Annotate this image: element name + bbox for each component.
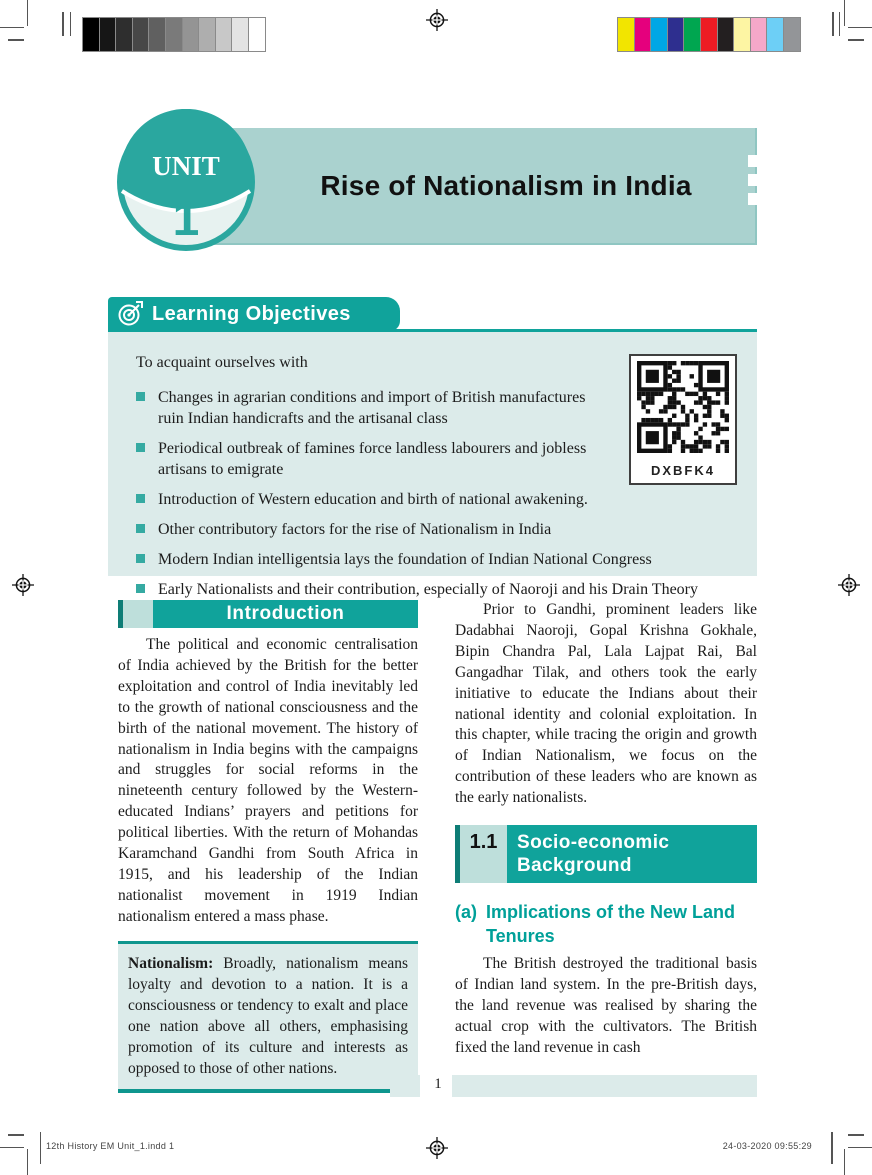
trim-tick	[831, 1132, 833, 1164]
objective-item	[134, 519, 739, 540]
objective-text: Changes in agrarian conditions and import of British manufactures ruin Indian handicrafts and the artisanal class	[158, 389, 586, 427]
objective-text: Early Nationalists and their contribution, especially of Naoroji and his Drain Theory	[158, 581, 699, 598]
calibration-cell	[116, 18, 133, 51]
calibration-cell	[216, 18, 233, 51]
definition-term: Nationalism:	[128, 954, 214, 972]
objective-item	[134, 438, 739, 480]
crop-mark	[848, 1134, 864, 1136]
calibration-cell	[83, 18, 100, 51]
crop-mark	[8, 39, 24, 41]
section-number: 1.1	[460, 825, 507, 883]
qr-code-label: DXBFK4	[650, 463, 715, 478]
calibration-cell	[651, 18, 668, 51]
learning-objectives-box	[108, 332, 757, 598]
header-bar	[507, 825, 757, 883]
bullet-square-icon	[136, 524, 145, 533]
subsection-a-heading	[455, 900, 757, 948]
calibration-cell	[767, 18, 784, 51]
chapter-title: Rise of Nationalism in India	[320, 169, 692, 201]
crop-mark	[0, 27, 24, 28]
calibration-cell	[166, 18, 183, 51]
crop-mark	[848, 1147, 872, 1148]
subsection-title: Implications of the New Land Tenures	[486, 902, 736, 947]
calibration-cell	[249, 18, 265, 51]
footer-timestamp: 24-03-2020 09:55:29	[722, 1141, 812, 1151]
bullet-square-icon	[136, 554, 145, 563]
crop-mark	[844, 0, 845, 26]
trim-tick	[832, 12, 834, 36]
section-title: Socio-economic Background	[517, 832, 670, 877]
objectives-intro-text: To acquaint ourselves with	[136, 354, 308, 371]
registration-mark-icon	[426, 9, 448, 31]
color-calibration-bar	[617, 17, 801, 52]
objective-text: Other contributory factors for the rise of Nationalism in India	[158, 521, 552, 538]
land-tenures-paragraph: The British destroyed the traditional basis of Indian land system. In the pre-British days, the land revenue was realised by sharing the actual crop with the cultivators. The British fixed the land revenue in cash	[455, 955, 757, 1056]
calibration-cell	[684, 18, 701, 51]
unit-number-badge	[114, 109, 258, 255]
leaders-paragraph: Prior to Gandhi, prominent leaders like Dadabhai Naoroji, Gopal Krishna Gokhale, Bipin Chandra Pal, Lala Lajpat Rai, Bal Gangadhar Tilak, and others took the early initiative to educate the Indians about their national identity and colonial exploitation. In this chapter, while tracing the origin and growth of Indian Nationalism, we focus on the contribution of these leaders who are known as the early nationalists.	[455, 601, 757, 807]
section-1-1-header	[455, 825, 757, 883]
page-number-left-bar	[390, 1075, 420, 1097]
bullet-square-icon	[136, 392, 145, 401]
objective-text: Introduction of Western education and birth of national awakening.	[158, 491, 588, 508]
objective-item	[134, 549, 739, 570]
objective-text: Modern Indian intelligentsia lays the foundation of Indian National Congress	[158, 551, 652, 568]
calibration-cell	[718, 18, 735, 51]
calibration-cell	[232, 18, 249, 51]
calibration-cell	[133, 18, 150, 51]
calibration-cell	[199, 18, 216, 51]
calibration-cell	[183, 18, 200, 51]
bullet-square-icon	[136, 584, 145, 593]
crop-mark	[848, 39, 864, 41]
objective-item	[134, 579, 739, 600]
calibration-cell	[100, 18, 117, 51]
trim-tick	[839, 12, 840, 36]
calibration-cell	[149, 18, 166, 51]
objective-item	[134, 387, 739, 429]
trim-tick	[40, 1132, 41, 1164]
page-number-right-bar	[452, 1075, 757, 1097]
calibration-cell	[784, 18, 800, 51]
left-column	[118, 600, 418, 1093]
banner-decoration-squares	[748, 155, 762, 212]
right-column	[455, 600, 757, 1059]
bullet-square-icon	[136, 443, 145, 452]
trim-tick	[70, 12, 71, 36]
calibration-cell	[635, 18, 652, 51]
unit-number: 1	[172, 193, 200, 246]
trim-tick	[62, 12, 64, 36]
introduction-header	[118, 600, 418, 628]
subsection-label: (a)	[455, 902, 477, 923]
objective-item	[134, 489, 739, 510]
calibration-cell	[701, 18, 718, 51]
objective-text: Periodical outbreak of famines force landless labourers and jobless artisans to emigrate	[158, 440, 587, 478]
registration-mark-icon	[12, 574, 34, 596]
crop-mark	[848, 27, 872, 28]
registration-mark-icon	[838, 574, 860, 596]
target-icon	[117, 301, 143, 327]
introduction-title: Introduction	[226, 603, 345, 624]
definition-text: Broadly, nationalism means loyalty and devotion to a nation. It is a consciousness or tendency to exalt and place one nation above all others, emphasising promotion of its culture and interests as opposed to those of other nations.	[128, 954, 408, 1077]
crop-mark	[27, 0, 28, 26]
unit-title-banner	[193, 128, 757, 245]
header-pale-strip	[123, 600, 153, 628]
learning-objectives-header	[108, 297, 400, 331]
grayscale-calibration-bar	[82, 17, 266, 52]
calibration-cell	[751, 18, 768, 51]
introduction-paragraph: The political and economic centralisation of India achieved by the British for the better exploitation and control of India inevitably led to the growth of national consciousness and the birth of the national movement. The history of nationalism in India begins with the campaigns and struggles for social reforms in the nineteenth century followed by the Western-educated Indians’ prayers and petitions for political liberties. With the return of Mohandas Karamchand Gandhi from South Africa in 1915, and his leadership of the Indian nationalist movement in 1919 Indian nationalism entered a mass phase.	[118, 636, 418, 925]
unit-label: UNIT	[152, 151, 220, 181]
crop-mark	[844, 1149, 845, 1175]
crop-mark	[27, 1149, 28, 1175]
bullet-square-icon	[136, 494, 145, 503]
learning-objectives-title: Learning Objectives	[152, 302, 351, 325]
header-bar	[153, 600, 418, 628]
calibration-cell	[734, 18, 751, 51]
footer-filename: 12th History EM Unit_1.indd 1	[46, 1141, 175, 1151]
calibration-cell	[618, 18, 635, 51]
crop-mark	[0, 1147, 24, 1148]
calibration-cell	[668, 18, 685, 51]
nationalism-definition-box	[118, 941, 418, 1093]
page-number: 1	[434, 1076, 442, 1092]
crop-mark	[8, 1134, 24, 1136]
registration-mark-icon	[426, 1137, 448, 1159]
